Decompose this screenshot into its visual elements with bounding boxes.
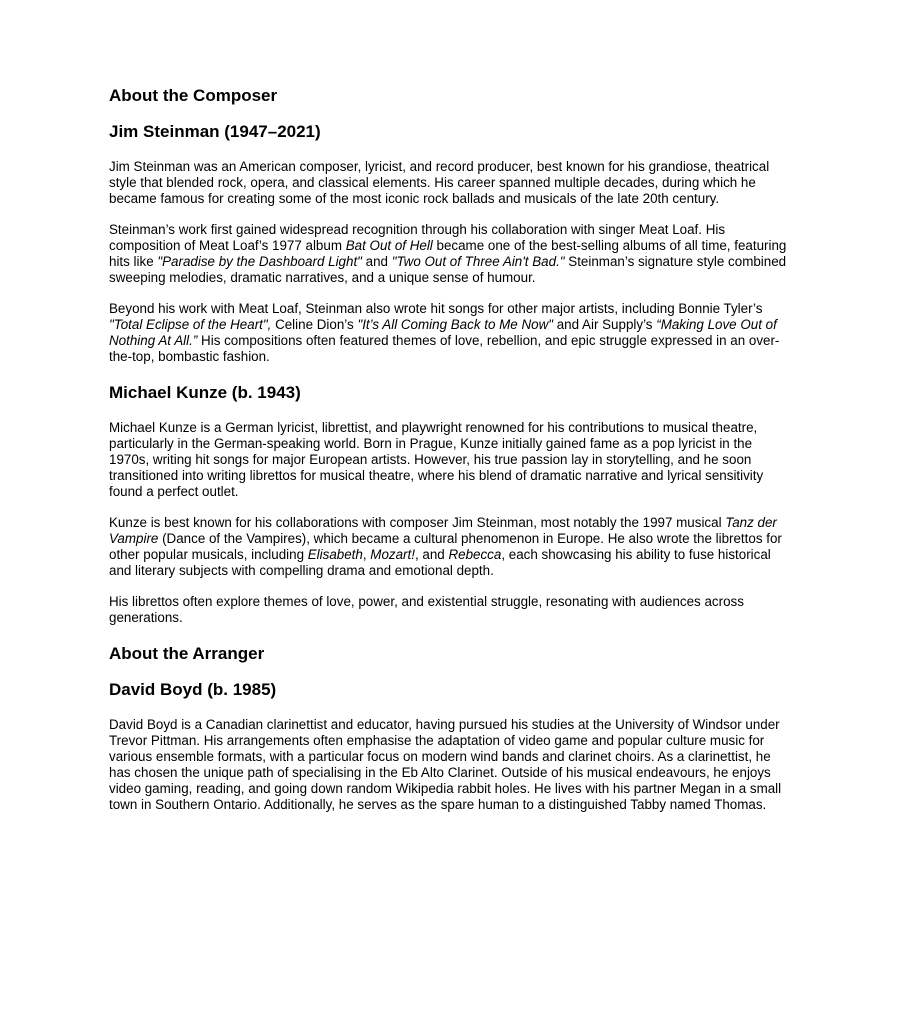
steinman-paragraph-2: Steinman’s work first gained widespread recognition through his collaboration with singer Meat Loaf. His composition of Meat Loaf’s 1977 album Bat Out of Hell became one of the best-selling albums of all time, featuring hits like "Paradise by the Dashboard Light" and "Two Out of Three Ain't Bad." Steinman’s signature style combined sweeping melodies, dramatic narratives, and a unique sense of humour. <box>109 222 787 285</box>
kunze-heading: Michael Kunze (b. 1943) <box>109 383 301 402</box>
arranger-section-title: About the Arranger <box>109 644 265 663</box>
steinman-paragraph-3: Beyond his work with Meat Loaf, Steinman also wrote hit songs for other major artists, including Bonnie Tyler’s "Total Eclipse of the Heart", Celine Dion’s "It’s All Coming Back to Me Now" and Air Supply’s “Making Love Out of Nothing At All.” His compositions often featured themes of love, rebellion, and epic struggle expressed in an over-the-top, bombastic fashion. <box>109 301 780 364</box>
boyd-heading: David Boyd (b. 1985) <box>109 680 277 699</box>
steinman-paragraph-1: Jim Steinman was an American composer, lyricist, and record producer, best known for his grandiose, theatrical style that blended rock, opera, and classical elements. His career spanned multiple decades, during which he became famous for creating some of the most iconic rock ballads and musicals of the late 20th century. <box>109 159 770 206</box>
document-page <box>109 86 795 828</box>
kunze-paragraph-3: His librettos often explore themes of love, power, and existential struggle, resonating with audiences across generations. <box>109 594 744 625</box>
kunze-paragraph-2: Kunze is best known for his collaborations with composer Jim Steinman, most notably the 1997 musical Tanz der Vampire (Dance of the Vampires), which became a cultural phenomenon in Europe. He also wrote the librettos for other popular musicals, including Elisabeth, Mozart!, and Rebecca, each showcasing his ability to fuse historical and literary subjects with compelling drama and emotional depth. <box>109 515 782 578</box>
composer-section-title: About the Composer <box>109 86 278 105</box>
steinman-heading: Jim Steinman (1947–2021) <box>109 122 321 141</box>
boyd-paragraph-1: David Boyd is a Canadian clarinettist and educator, having pursued his studies at the University of Windsor under Trevor Pittman. His arrangements often emphasise the adaptation of video game and popular culture music for various ensemble formats, with a particular focus on modern wind bands and clarinet choirs. As a clarinettist, he has chosen the unique path of specialising in the Eb Alto Clarinet. Outside of his musical endeavours, he enjoys video gaming, reading, and going down random Wikipedia rabbit holes. He lives with his partner Megan in a small town in Southern Ontario. Additionally, he serves as the spare human to a distinguished Tabby named Thomas. <box>109 717 782 812</box>
kunze-paragraph-1: Michael Kunze is a German lyricist, librettist, and playwright renowned for his contributions to musical theatre, particularly in the German-speaking world. Born in Prague, Kunze initially gained fame as a pop lyricist in the 1970s, writing hit songs for major European artists. However, his true passion lay in storytelling, and he soon transitioned into writing librettos for musical theatre, where his blend of dramatic narrative and lyrical sensitivity found a perfect outlet. <box>109 420 764 499</box>
